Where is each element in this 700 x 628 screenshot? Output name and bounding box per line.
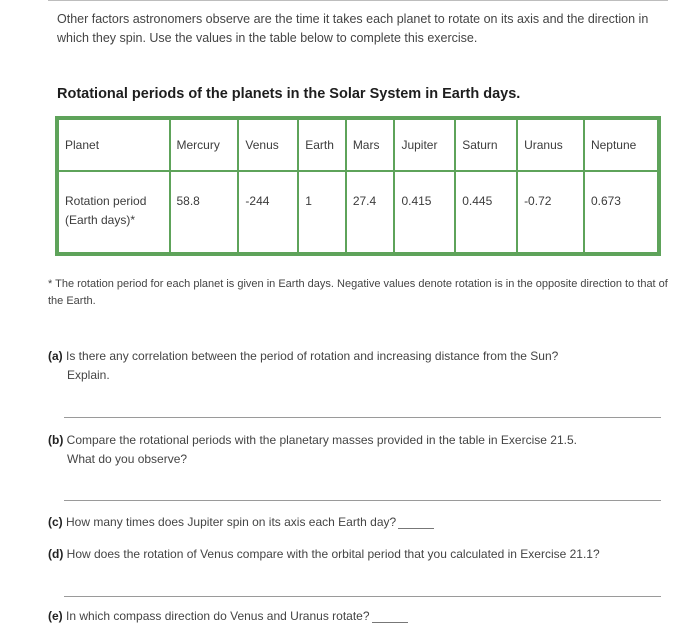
question-e-text: In which compass direction do Venus and Uranus rotate? — [66, 609, 370, 623]
question-d-text: How does the rotation of Venus compare with the orbital period that you calculated in Exercise 21.1? — [66, 547, 600, 561]
row-label-line2: (Earth days)* — [65, 213, 136, 227]
value-cell-mars: 27.4 — [347, 172, 394, 252]
rotation-period-table — [55, 116, 661, 256]
value-cell-saturn: 0.445 — [456, 172, 516, 252]
question-b-text: Compare the rotational periods with the planetary masses provided in the table in Exercise 21.5. — [66, 433, 577, 447]
header-cell-saturn: Saturn — [456, 120, 516, 170]
value-cell-jupiter: 0.415 — [395, 172, 454, 252]
header-cell-earth: Earth — [299, 120, 345, 170]
answer-line-a[interactable] — [64, 417, 661, 418]
question-e — [48, 607, 663, 626]
answer-blank-c[interactable] — [398, 528, 434, 529]
table-values-row — [59, 172, 657, 252]
question-b — [48, 431, 663, 469]
value-cell-uranus: -0.72 — [518, 172, 583, 252]
question-a-text2: Explain. — [67, 368, 110, 382]
question-c — [48, 513, 663, 532]
answer-line-b[interactable] — [64, 500, 661, 501]
header-cell-venus: Venus — [239, 120, 297, 170]
value-cell-earth: 1 — [299, 172, 345, 252]
question-b-label: (b) — [48, 433, 64, 447]
table-header-row — [59, 120, 657, 170]
answer-blank-e[interactable] — [372, 622, 408, 623]
question-d — [48, 545, 663, 564]
question-e-label: (e) — [48, 609, 63, 623]
header-cell-neptune: Neptune — [585, 120, 657, 170]
row-label-cell — [59, 172, 169, 252]
top-divider — [48, 0, 668, 1]
table-title: Rotational periods of the planets in the Solar System in Earth days. — [57, 86, 521, 102]
question-a — [48, 347, 663, 385]
header-cell-planet: Planet — [59, 120, 169, 170]
question-c-text: How many times does Jupiter spin on its axis each Earth day? — [66, 515, 397, 529]
question-b-text2: What do you observe? — [67, 452, 188, 466]
intro-paragraph: Other factors astronomers observe are the time it takes each planet to rotate on its axis and the direction in which they spin. Use the values in the table below to complete this exercise. — [57, 12, 649, 45]
question-a-label: (a) — [48, 349, 63, 363]
value-cell-neptune: 0.673 — [585, 172, 657, 252]
value-cell-venus: -244 — [239, 172, 297, 252]
answer-line-d[interactable] — [64, 596, 661, 597]
header-cell-jupiter: Jupiter — [395, 120, 454, 170]
header-cell-uranus: Uranus — [518, 120, 583, 170]
question-a-text: Is there any correlation between the period of rotation and increasing distance from the Sun? — [66, 349, 559, 363]
question-c-label: (c) — [48, 515, 63, 529]
value-cell-mercury: 58.8 — [171, 172, 238, 252]
header-cell-mercury: Mercury — [171, 120, 238, 170]
row-label-line1: Rotation period — [65, 194, 147, 208]
header-cell-mars: Mars — [347, 120, 394, 170]
table-footnote: * The rotation period for each planet is given in Earth days. Negative values denote rotation is in the opposite direction to that of the Earth. — [48, 278, 668, 307]
question-d-label: (d) — [48, 547, 64, 561]
